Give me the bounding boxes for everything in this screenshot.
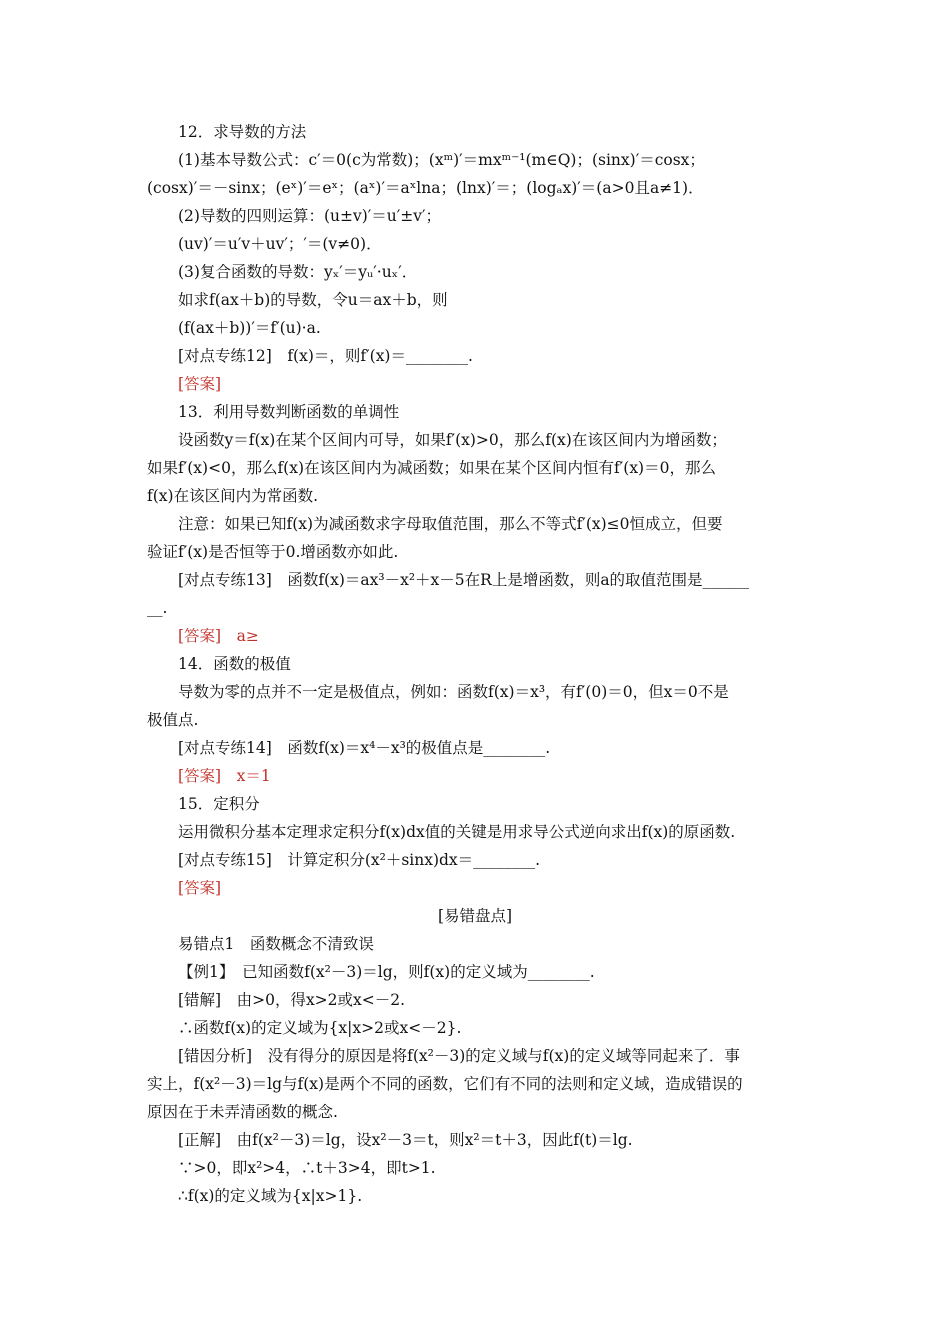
text-line: 验证f′(x)是否恒等于0.增函数亦如此. bbox=[147, 543, 399, 561]
text-line: [错解] 由>0，得x>2或x<－2. bbox=[178, 991, 406, 1009]
text-line: [正解] 由f(x²－3)＝lg，设x²－3＝t，则x²＝t＋3，因此f(t)＝lg. bbox=[178, 1131, 633, 1149]
text-line: (cosx)′＝－sinx；(eˣ)′＝eˣ；(aˣ)′＝aˣlna；(lnx)′＝；(logₐx)′＝(a>0且a≠1)． bbox=[147, 179, 704, 197]
text-line: 如求f(ax＋b)的导数，令u＝ax＋b，则 bbox=[178, 291, 448, 309]
text-line: 导数为零的点并不一定是极值点，例如：函数f(x)＝x³，有f′(0)＝0，但x＝0不是 bbox=[178, 683, 729, 701]
text-line: 原因在于未弄清函数的概念. bbox=[147, 1103, 338, 1121]
exercise-line: [对点专练15] 计算定积分(x²＋sinx)dx＝________. bbox=[178, 851, 541, 869]
text-line: ∴函数f(x)的定义域为{x|x>2或x<－2}. bbox=[178, 1019, 462, 1037]
text-line: __. bbox=[147, 599, 168, 617]
text-line: 实上，f(x²－3)＝lg与f(x)是两个不同的函数，它们有不同的法则和定义域，造成错误的 bbox=[147, 1075, 743, 1093]
exercise-line: [对点专练13] 函数f(x)＝ax³－x²＋x－5在R上是增函数，则a的取值范围是______ bbox=[178, 571, 750, 589]
text-line: 极值点. bbox=[147, 711, 199, 729]
answer-line: [答案] x＝1 bbox=[178, 767, 271, 785]
section-heading: 14．函数的极值 bbox=[178, 655, 291, 673]
subsection-title: [易错盘点] bbox=[437, 907, 513, 925]
text-line: f(x)在该区间内为常函数. bbox=[147, 487, 319, 505]
text-line: (uv)′＝u′v＋uv′；′＝(v≠0)． bbox=[178, 235, 382, 253]
answer-label: [答案] bbox=[178, 375, 222, 393]
section-heading: 12．求导数的方法 bbox=[178, 123, 307, 141]
text-line: (1)基本导数公式：c′＝0(c为常数)；(xᵐ)′＝mxᵐ⁻¹(m∈Q)；(sinx)′＝cosx； bbox=[178, 151, 705, 169]
answer-line: [答案] a≥ bbox=[178, 627, 259, 645]
text-line: 如果f′(x)<0，那么f(x)在该区间内为减函数；如果在某个区间内恒有f′(x)＝0，那么 bbox=[147, 459, 716, 477]
text-line: [错因分析] 没有得分的原因是将f(x²－3)的定义域与f(x)的定义域等同起来了．事 bbox=[178, 1047, 740, 1065]
exercise-line: [对点专练12] f(x)＝，则f′(x)＝________. bbox=[178, 347, 473, 365]
text-line: 易错点1 函数概念不清致误 bbox=[178, 935, 374, 953]
text-line: 设函数y＝f(x)在某个区间内可导，如果f′(x)>0，那么f(x)在该区间内为增函数； bbox=[178, 431, 727, 449]
example-line: 【例1】 已知函数f(x²－3)＝lg，则f(x)的定义域为________. bbox=[178, 963, 595, 981]
text-line: (2)导数的四则运算：(u±v)′＝u′±v′； bbox=[178, 207, 442, 225]
text-line: ∴f(x)的定义域为{x|x>1}. bbox=[178, 1187, 363, 1205]
text-line: 注意：如果已知f(x)为减函数求字母取值范围，那么不等式f′(x)≤0恒成立，但要 bbox=[178, 515, 723, 533]
section-heading: 13．利用导数判断函数的单调性 bbox=[178, 403, 400, 421]
exercise-line: [对点专练14] 函数f(x)＝x⁴－x³的极值点是________. bbox=[178, 739, 551, 757]
text-line: (3)复合函数的导数：yₓ′＝yᵤ′·uₓ′． bbox=[178, 263, 418, 281]
text-line: ∵>0，即x²>4，∴t＋3>4，即t>1. bbox=[178, 1159, 436, 1177]
text-line: (f(ax＋b))′＝f′(u)·a. bbox=[178, 319, 321, 337]
answer-label: [答案] bbox=[178, 879, 222, 897]
text-line: 运用微积分基本定理求定积分f(x)dx值的关键是用求导公式逆向求出f(x)的原函数. bbox=[178, 823, 736, 841]
section-heading: 15．定积分 bbox=[178, 795, 260, 813]
